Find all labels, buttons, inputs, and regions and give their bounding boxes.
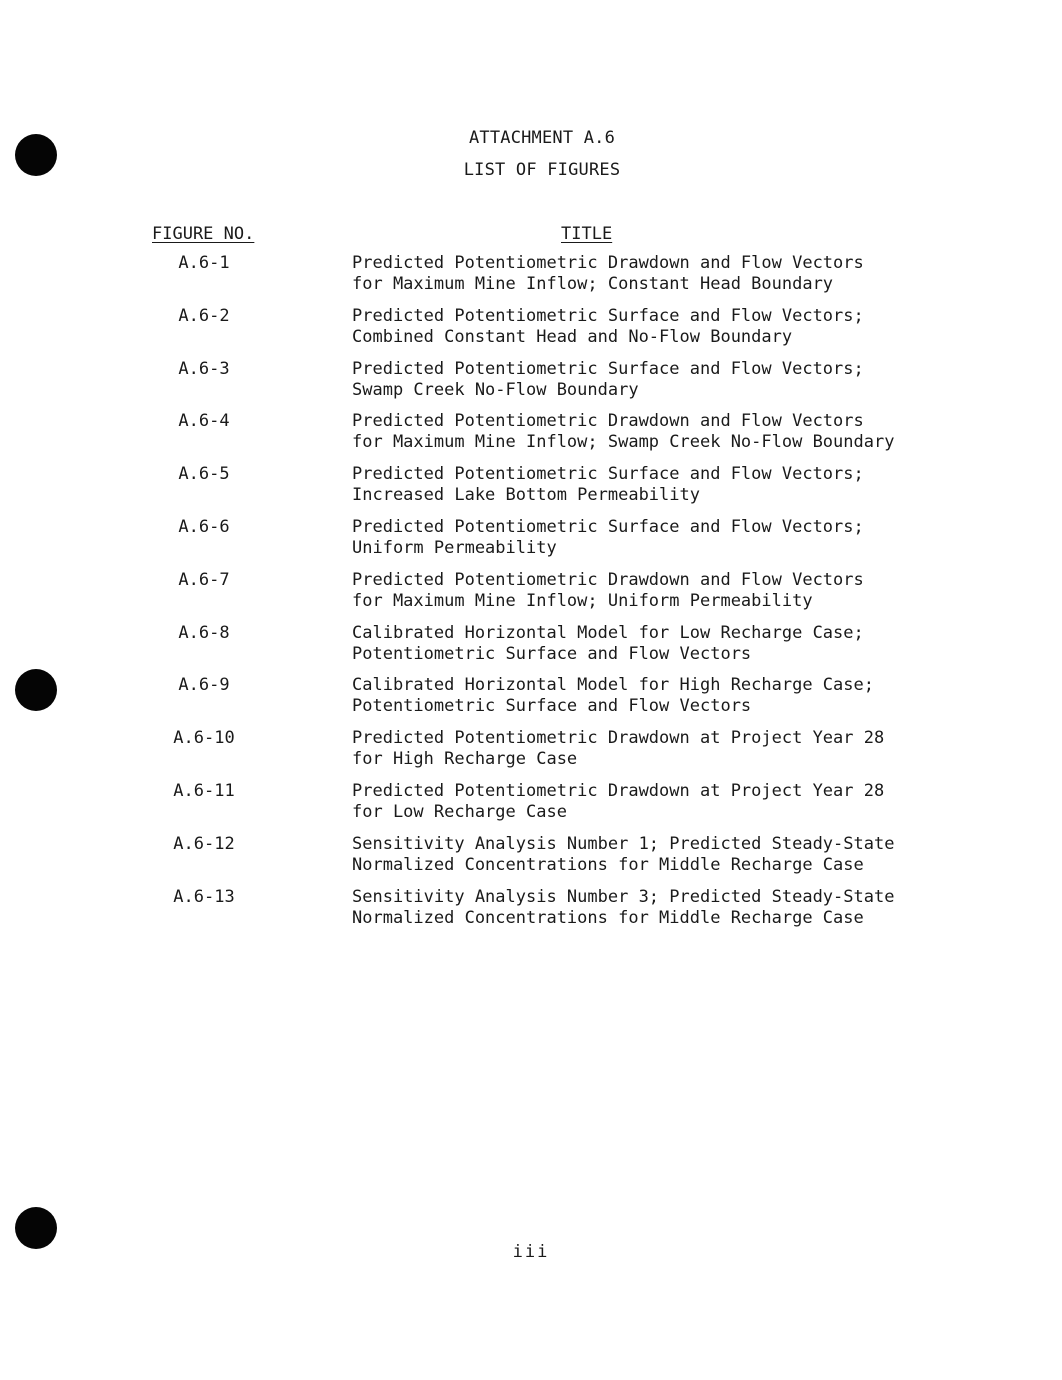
- figure-list: [0, 253, 1062, 939]
- list-item: [0, 517, 1062, 570]
- list-title: LIST OF FIGURES: [463, 160, 621, 180]
- list-item: [0, 570, 1062, 623]
- figure-number: A.6-7: [178, 569, 230, 590]
- figure-number: A.6-11: [173, 780, 235, 801]
- figure-title: Predicted Potentiometric Drawdown at Project Year 28 for Low Recharge Case: [352, 780, 885, 822]
- list-item: [0, 359, 1062, 412]
- figure-number: A.6-6: [178, 516, 230, 537]
- attachment-heading: ATTACHMENT A.6: [468, 128, 616, 148]
- figure-number: A.6-9: [178, 675, 230, 696]
- figure-number: A.6-5: [178, 464, 230, 485]
- figure-number: A.6-4: [178, 411, 230, 432]
- figure-number: A.6-8: [178, 622, 230, 643]
- figure-title: Predicted Potentiometric Drawdown at Project Year 28 for High Recharge Case: [352, 728, 885, 770]
- list-item: [0, 834, 1062, 887]
- figure-no-column-header: FIGURE NO.: [152, 224, 255, 244]
- figure-number: A.6-13: [173, 886, 235, 907]
- figure-title: Predicted Potentiometric Drawdown and Flow Vectors for Maximum Mine Inflow; Constant Head Boundary: [352, 253, 864, 294]
- figure-title: Calibrated Horizontal Model for Low Recharge Case; Potentiometric Surface and Flow Vectors: [352, 622, 864, 664]
- figure-title: Calibrated Horizontal Model for High Recharge Case; Potentiometric Surface and Flow Vectors: [352, 675, 874, 717]
- figure-title: Sensitivity Analysis Number 3; Predicted Steady-State Normalized Concentrations for Middle Recharge Case: [352, 886, 895, 928]
- figure-title: Predicted Potentiometric Drawdown and Flow Vectors for Maximum Mine Inflow; Uniform Permeability: [352, 569, 864, 611]
- page-number: iii: [512, 1242, 550, 1262]
- figure-title: Predicted Potentiometric Surface and Flow Vectors; Swamp Creek No-Flow Boundary: [352, 358, 864, 400]
- figure-title: Predicted Potentiometric Surface and Flow Vectors; Uniform Permeability: [352, 516, 864, 558]
- figure-title: Sensitivity Analysis Number 1; Predicted Steady-State Normalized Concentrations for Middle Recharge Case: [352, 833, 895, 875]
- list-item: [0, 623, 1062, 676]
- figure-number: A.6-3: [178, 358, 230, 379]
- figure-title: Predicted Potentiometric Surface and Flow Vectors; Combined Constant Head and No-Flow Boundary: [352, 305, 864, 347]
- list-item: [0, 675, 1062, 728]
- list-item: [0, 781, 1062, 834]
- figure-number: A.6-2: [178, 305, 230, 326]
- list-item: [0, 411, 1062, 464]
- figure-title: Predicted Potentiometric Surface and Flow Vectors; Increased Lake Bottom Permeability: [352, 464, 864, 506]
- list-item: [0, 464, 1062, 517]
- list-item: [0, 253, 1062, 306]
- list-item: [0, 728, 1062, 781]
- list-item: [0, 887, 1062, 940]
- title-column-header: TITLE: [561, 224, 613, 244]
- list-item: [0, 306, 1062, 359]
- figure-number: A.6-1: [178, 253, 230, 273]
- figure-title: Predicted Potentiometric Drawdown and Flow Vectors for Maximum Mine Inflow; Swamp Creek No-Flow Boundary: [352, 411, 895, 453]
- figure-number: A.6-12: [173, 833, 235, 854]
- figure-number: A.6-10: [173, 728, 235, 749]
